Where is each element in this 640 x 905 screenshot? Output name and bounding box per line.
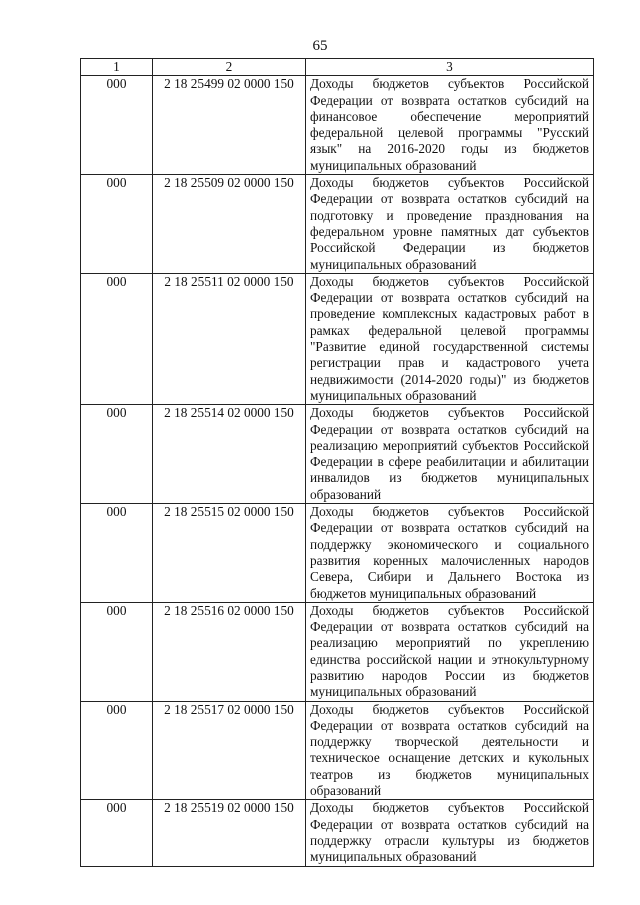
table-row (81, 175, 594, 274)
budget-code-cell: 2 18 25516 02 0000 150 (153, 602, 306, 701)
income-description-cell: Доходы бюджетов субъектов Российской Федерации от возврата остатков субсидий на финансовое обеспечение мероприятий федеральной целевой программы "Русский язык" на 2016-2020 годы из бюджетов муниципальных образований (306, 76, 594, 175)
budget-code-cell: 2 18 25499 02 0000 150 (153, 76, 306, 175)
budget-code-cell: 2 18 25509 02 0000 150 (153, 175, 306, 274)
income-description-cell: Доходы бюджетов субъектов Российской Федерации от возврата остатков субсидий на поддержку отрасли культуры из бюджетов муниципальных образований (306, 800, 594, 866)
income-description-cell: Доходы бюджетов субъектов Российской Федерации от возврата остатков субсидий на проведение комплексных кадастровых работ в рамках федеральной целевой программы "Развитие единой государственной системы регистрации прав и кадастрового учета недвижимости (2014-2020 годы)" из бюджетов муниципальных образований (306, 273, 594, 404)
column-header-1: 1 (81, 59, 153, 76)
admin-code-cell: 000 (81, 76, 153, 175)
budget-code-cell: 2 18 25519 02 0000 150 (153, 800, 306, 866)
admin-code-cell: 000 (81, 701, 153, 800)
income-description-cell: Доходы бюджетов субъектов Российской Федерации от возврата остатков субсидий на поддержку творческой деятельности и техническое оснащение детских и кукольных театров из бюджетов муниципальных образований (306, 701, 594, 800)
income-description-cell: Доходы бюджетов субъектов Российской Федерации от возврата остатков субсидий на реализацию мероприятий по укреплению единства российской нации и этнокультурному развитию народов России из бюджетов муниципальных образований (306, 602, 594, 701)
column-header-3: 3 (306, 59, 594, 76)
admin-code-cell: 000 (81, 405, 153, 504)
table-row (81, 504, 594, 603)
table-row (81, 76, 594, 175)
budget-code-cell: 2 18 25515 02 0000 150 (153, 504, 306, 603)
table-row (81, 800, 594, 866)
page-number: 65 (312, 38, 328, 54)
admin-code-cell: 000 (81, 602, 153, 701)
table-row (81, 701, 594, 800)
income-codes-table (80, 58, 594, 867)
table-row (81, 273, 594, 404)
income-description-cell: Доходы бюджетов субъектов Российской Федерации от возврата остатков субсидий на подготовку и проведение празднования на федеральном уровне памятных дат субъектов Российской Федерации из бюджетов муниципальных образований (306, 175, 594, 274)
table-row (81, 405, 594, 504)
budget-code-cell: 2 18 25517 02 0000 150 (153, 701, 306, 800)
admin-code-cell: 000 (81, 504, 153, 603)
budget-code-cell: 2 18 25511 02 0000 150 (153, 273, 306, 404)
admin-code-cell: 000 (81, 273, 153, 404)
budget-code-cell: 2 18 25514 02 0000 150 (153, 405, 306, 504)
table-row (81, 602, 594, 701)
column-header-2: 2 (153, 59, 306, 76)
income-description-cell: Доходы бюджетов субъектов Российской Федерации от возврата остатков субсидий на поддержку экономического и социального развития коренных малочисленных народов Севера, Сибири и Дальнего Востока из бюджетов муниципальных образований (306, 504, 594, 603)
admin-code-cell: 000 (81, 800, 153, 866)
income-description-cell: Доходы бюджетов субъектов Российской Федерации от возврата остатков субсидий на реализацию мероприятий субъектов Российской Федерации в сфере реабилитации и абилитации инвалидов из бюджетов муниципальных образований (306, 405, 594, 504)
table-header-row (81, 59, 594, 76)
admin-code-cell: 000 (81, 175, 153, 274)
